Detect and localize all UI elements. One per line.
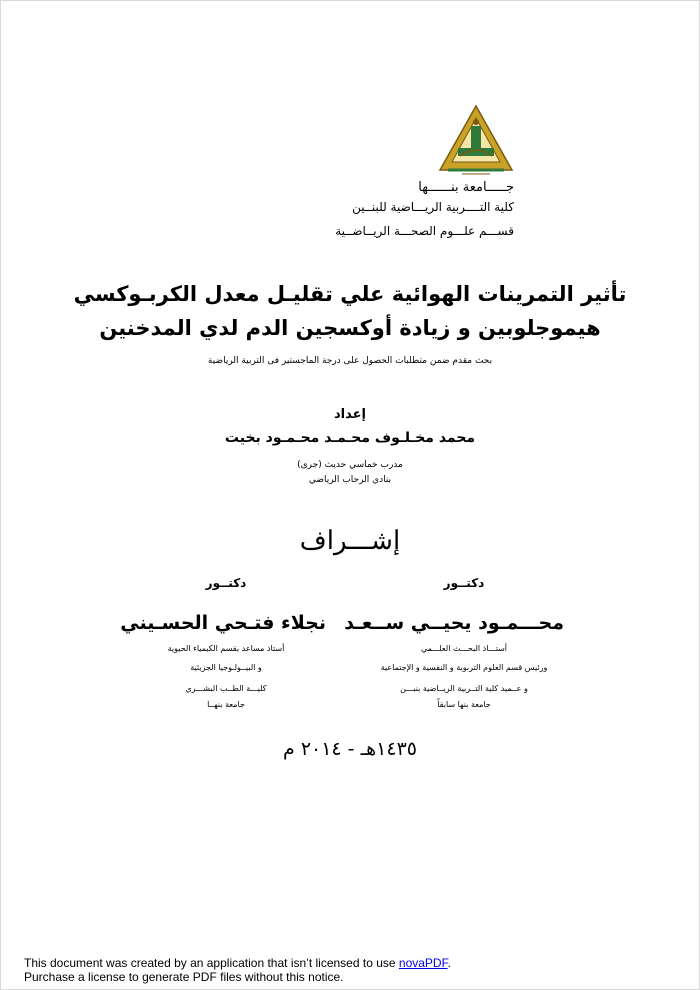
license-notice xyxy=(24,956,451,984)
author-name: محمد مخـلـوف محـمـد محـمـود بخيت xyxy=(224,430,476,446)
author-title-line1: مدرب خماسي حديث (جرى) xyxy=(297,460,403,470)
thesis-subtitle: بحث مقدم ضمن متطلبات الحصول على درجة الماجستير فى التربية الرياضية xyxy=(207,356,493,366)
prepared-by-label: إعداد xyxy=(334,407,366,422)
faculty-name: كلية التــــربية الريـــاضية للبنــين xyxy=(352,200,514,214)
department-name: قســـم علـــوم الصحـــة الريــاضــية xyxy=(335,224,514,238)
notice-line1-prefix: This document was created by an application that isn’t licensed to use xyxy=(24,956,399,970)
supervisor-1-line: أستـــاذ البحـــث العلـــمي xyxy=(420,644,508,653)
notice-line1-suffix: . xyxy=(447,956,451,970)
supervisor-1-name: محـــمـود يحيــي ســعـد xyxy=(344,612,564,634)
supervision-heading: إشـــراف xyxy=(299,526,401,556)
university-logo xyxy=(438,104,514,176)
thesis-title-line1: تأثير التمرينات الهوائية علي تقليـل معدل الكربـوكسي xyxy=(73,282,627,306)
supervisor-2-degree: دكتــور xyxy=(205,576,247,590)
notice-line2: Purchase a license to generate PDF files without this notice. xyxy=(24,970,344,984)
publication-date: ١٤٣٥هـ - ٢٠١٤ م xyxy=(283,738,417,760)
supervisor-2-line: و البيــولـوجيا الجزيئية xyxy=(190,663,262,672)
supervisor-1-line: ورئيس قسم العلوم التربوية و النفسية و الإجتماعية xyxy=(380,663,548,672)
novapdf-link[interactable]: novaPDF xyxy=(398,956,448,970)
supervisor-2-line: أستاذ مساعد بقسم الكيمياء الحيوية xyxy=(167,644,285,653)
supervisor-1-line: جامعة بنها سابقاً xyxy=(437,700,491,709)
university-name: جـــــامعة بنــــــها xyxy=(418,180,514,195)
supervisor-1-degree: دكتــور xyxy=(443,576,485,590)
supervisor-2-name: نجلاء فتـحي الحسـيني xyxy=(120,612,326,634)
supervisor-2-line: كليـــة الطــب البشـــري xyxy=(185,684,267,693)
supervisor-1-line: و عــميد كلية التــربية الريــاضية بنبـــن xyxy=(400,684,528,693)
author-title-line2: بنادي الرحاب الرياضي xyxy=(308,475,392,485)
supervisor-2-line: جامعة بنهــا xyxy=(207,700,245,709)
thesis-title-line2: هيموجلوبين و زيادة أوكسجين الدم لدي المدخنين xyxy=(99,316,601,340)
